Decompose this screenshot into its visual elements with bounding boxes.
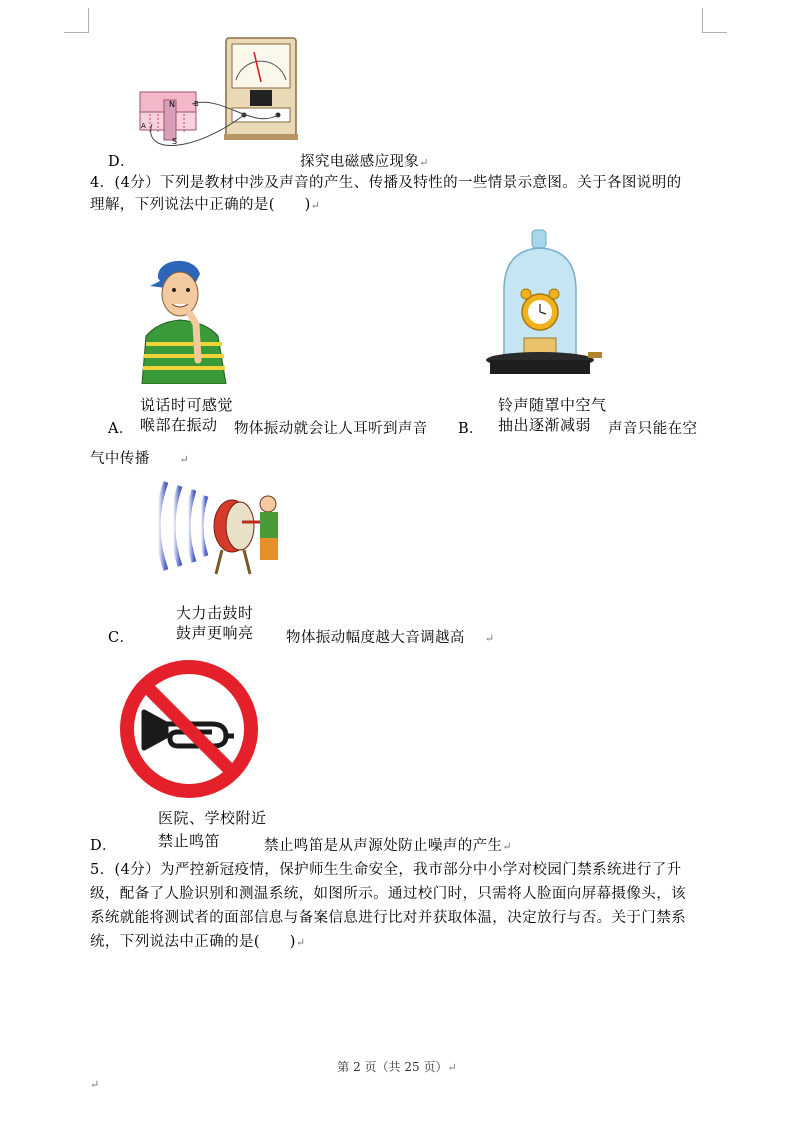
q4-a-caption-line-2: 喉部在振动 — [140, 416, 218, 434]
q4-option-d-letter: D． — [90, 838, 117, 854]
q4-b-caption-line-1: 铃声随罩中空气 — [498, 396, 607, 414]
boy-speaking-figure — [136, 252, 232, 384]
q4-option-b-text-continued — [90, 449, 189, 470]
bell-jar-figure — [484, 228, 608, 380]
q4-option-c-statement: 物体振动幅度越大音调越高 — [286, 630, 465, 646]
end-paragraph-mark: ↵ — [90, 1078, 100, 1091]
crop-mark-top-left — [64, 8, 89, 33]
paragraph-mark: ↵ — [179, 453, 190, 466]
q4-stem-line-1: 4．(4分）下列是教材中涉及声音的产生、传播及特性的一些情景示意图。关于各图说明的 — [90, 175, 682, 191]
electromagnetic-induction-figure — [132, 34, 302, 152]
q5-stem-line-1: 5．(4分）为严控新冠疫情，保护师生生命安全，我市部分中小学对校园门禁系统进行了升 — [90, 862, 682, 878]
q4-option-b-text: 声音只能在空 — [608, 421, 698, 437]
q5-stem-line-2: 级，配备了人脸识别和测温系统，如图所示。通过校门时，只需将人脸面向屏幕摄像头，该 — [90, 886, 686, 902]
q3-option-d-text — [300, 152, 429, 173]
q5-stem-line-4 — [90, 932, 305, 953]
paragraph-mark: ↵ — [310, 199, 321, 212]
paragraph-mark: ↵ — [447, 1061, 457, 1074]
q3-option-d-statement: 探究电磁感应现象 — [300, 154, 420, 170]
q4-c-caption-line-1: 大力击鼓时 — [176, 604, 254, 622]
q3-option-d-letter: D． — [108, 154, 135, 170]
q4-b-caption-line-2: 抽出逐渐减弱 — [498, 416, 592, 434]
no-honking-sign-figure — [116, 656, 262, 802]
paragraph-mark: ↵ — [502, 840, 513, 853]
drum-figure — [136, 474, 286, 578]
paragraph-mark: ↵ — [484, 632, 495, 645]
q4-option-b-letter: B． — [458, 421, 484, 437]
q4-d-caption-line-1: 医院、学校附近 — [158, 809, 267, 827]
conductor-label-a: A — [141, 122, 146, 130]
crop-mark-top-right — [702, 8, 727, 33]
q4-c-caption-line-2: 鼓声更响亮 — [176, 624, 254, 642]
q5-stem-line-3: 系统就能将测试者的面部信息与备案信息进行比对并获取体温，决定放行与否。关于门禁系 — [90, 910, 686, 926]
q4-d-caption-line-2: 禁止鸣笛 — [158, 832, 221, 850]
q4-option-c-text — [286, 628, 494, 649]
q4-a-caption-line-1: 说话时可感觉 — [140, 396, 234, 414]
q4-option-c-letter: C． — [108, 630, 135, 646]
paragraph-mark: ↵ — [419, 156, 429, 169]
q5-stem-line-4-text: 统，下列说法中正确的是( ) — [90, 934, 296, 950]
magnet-label-s: S — [172, 137, 178, 146]
q4-option-d-text — [264, 836, 512, 857]
conductor-label-b: B — [194, 100, 199, 108]
q4-option-b-text-continued-text: 气中传播 — [90, 451, 150, 467]
paragraph-mark: ↵ — [295, 936, 306, 949]
page-number: 第 2 页（共 25 页） — [337, 1060, 448, 1074]
page-footer — [0, 1058, 794, 1075]
q4-stem-line-2-text: 理解，下列说法中正确的是( ) — [90, 197, 311, 213]
q4-stem-line-2 — [90, 195, 320, 216]
q4-option-a-letter: A． — [108, 421, 134, 437]
magnet-label-n: N — [169, 100, 175, 109]
q4-option-a-text: 物体振动就会让人耳听到声音 — [234, 421, 428, 437]
q4-option-d-statement: 禁止鸣笛是从声源处防止噪声的产生 — [264, 838, 503, 854]
